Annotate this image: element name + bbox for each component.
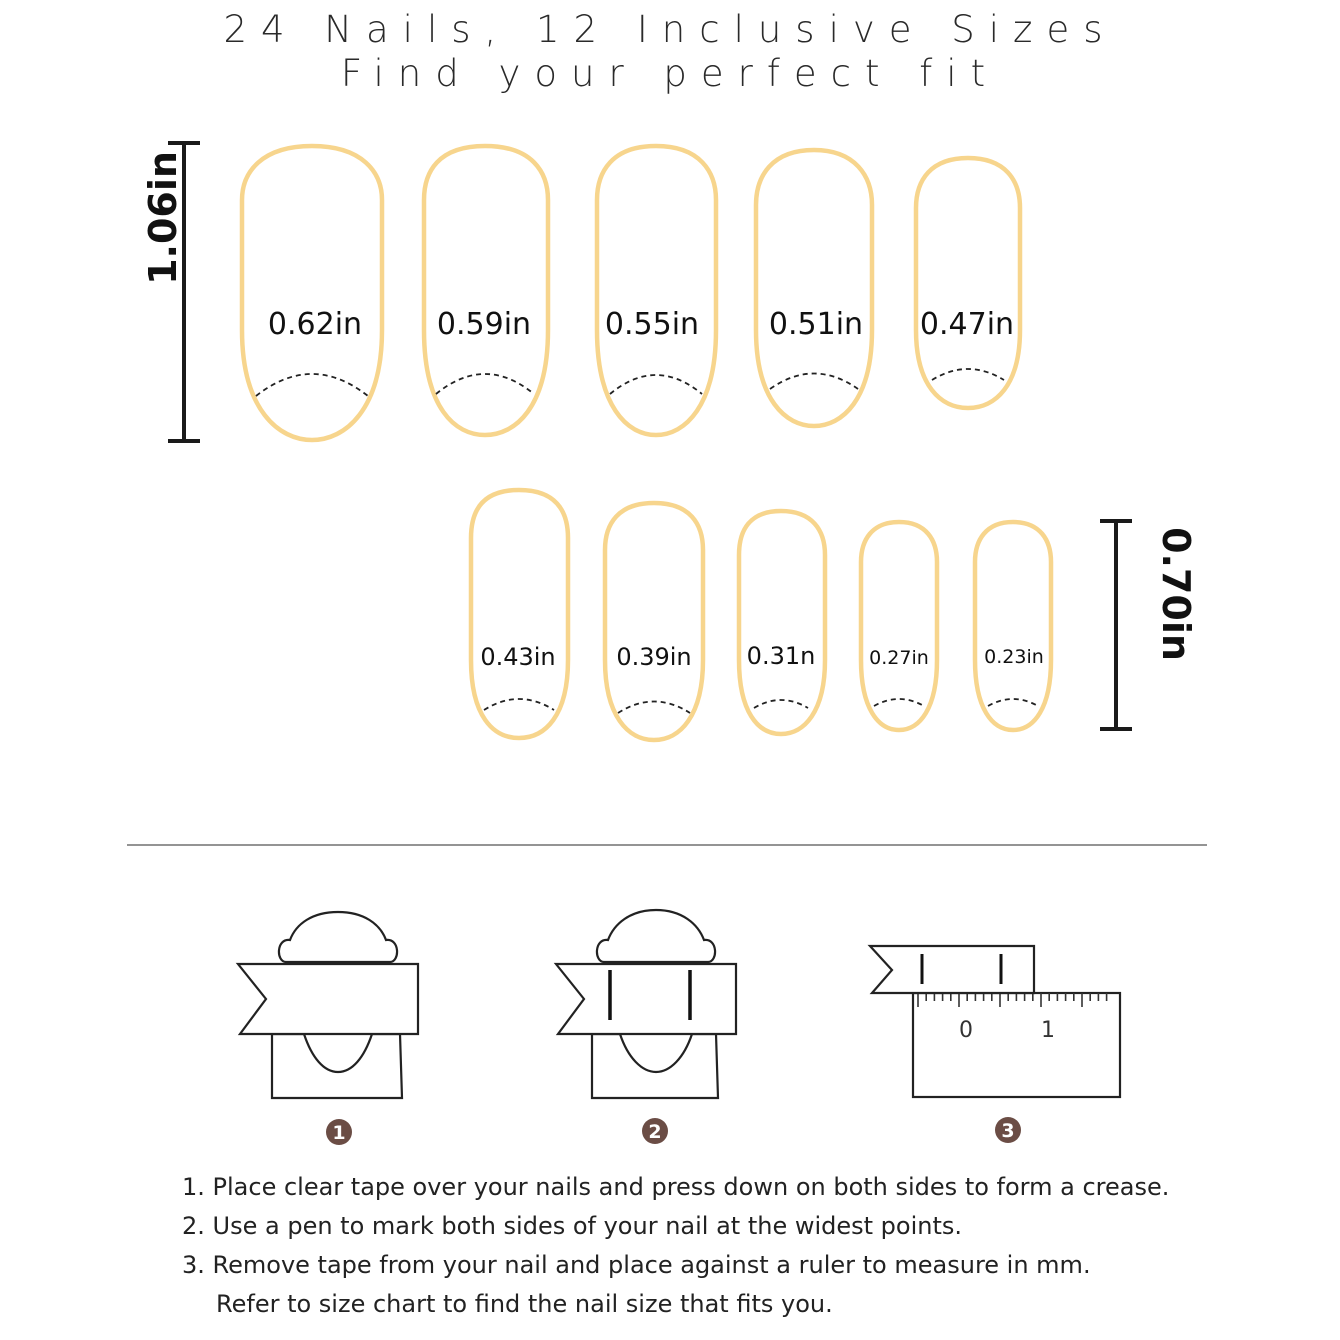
step-3-illustration	[870, 946, 1120, 1143]
title-line-2: Find your perfect fit	[340, 52, 1000, 95]
fingertip-shape	[279, 912, 397, 962]
step-2-illustration	[556, 910, 736, 1144]
nail-size-label: 0.51in	[768, 307, 864, 342]
nail-outline	[471, 490, 568, 738]
nail-size-label: 0.47in	[919, 307, 1015, 342]
tape-strip	[238, 964, 418, 1034]
nail-row-2	[471, 490, 1051, 740]
title-line-1: 24 Nails, 12 Inclusive Sizes	[223, 8, 1117, 51]
instruction-line-4: Refer to size chart to find the nail size that fits you.	[216, 1290, 833, 1318]
nail-size-label: 0.23in	[984, 646, 1044, 668]
small-height-label: 0.70in	[1154, 527, 1198, 661]
nail-size-4	[756, 150, 872, 426]
nail-outline	[605, 503, 703, 740]
instruction-line-3: 3. Remove tape from your nail and place against a ruler to measure in mm.	[182, 1251, 1091, 1279]
nail-outline	[916, 158, 1020, 408]
instructions	[182, 1168, 1282, 1324]
nail-size-label: 0.55in	[604, 307, 700, 342]
step-2-number: 2	[648, 1121, 662, 1143]
nail-size-8	[739, 511, 825, 734]
step-3-number: 3	[1001, 1120, 1015, 1142]
nail-size-1	[242, 146, 382, 440]
nail-size-3	[597, 146, 716, 435]
nail-size-label: 0.59in	[436, 307, 532, 342]
instruction-line-2: 2. Use a pen to mark both sides of your nail at the widest points.	[182, 1212, 963, 1240]
ruler-body	[913, 993, 1120, 1097]
nail-outline	[424, 146, 548, 435]
nail-size-2	[424, 146, 548, 435]
ruler-number-1: 1	[1041, 1018, 1055, 1043]
nail-size-7	[605, 503, 703, 740]
nail-outline	[242, 146, 382, 440]
nail-size-9	[861, 522, 937, 730]
nail-size-label: 0.62in	[267, 307, 363, 342]
nail-outline	[861, 522, 937, 730]
tape-strip	[556, 964, 736, 1034]
nail-size-6	[471, 490, 568, 738]
step-1-number: 1	[332, 1122, 346, 1144]
instruction-line-1: 1. Place clear tape over your nails and press down on both sides to form a crease.	[182, 1173, 1170, 1201]
tape-strip	[870, 946, 1034, 993]
nail-outline	[975, 522, 1051, 730]
large-height-dimension	[141, 143, 200, 441]
nail-row-1	[242, 146, 1020, 440]
nail-outline	[597, 146, 716, 435]
nail-size-10	[975, 522, 1051, 730]
nail-size-label: 0.43in	[480, 643, 556, 671]
nail-size-label: 0.31n	[746, 642, 816, 670]
step-1-illustration	[238, 912, 418, 1145]
fingertip-shape	[597, 910, 715, 962]
large-height-label: 1.06in	[141, 151, 185, 285]
small-height-dimension	[1100, 521, 1198, 729]
nail-size-5	[916, 158, 1020, 408]
nail-size-label: 0.27in	[869, 647, 929, 669]
ruler-number-0: 0	[959, 1018, 973, 1043]
nail-outline	[756, 150, 872, 426]
nail-size-label: 0.39in	[616, 643, 692, 671]
